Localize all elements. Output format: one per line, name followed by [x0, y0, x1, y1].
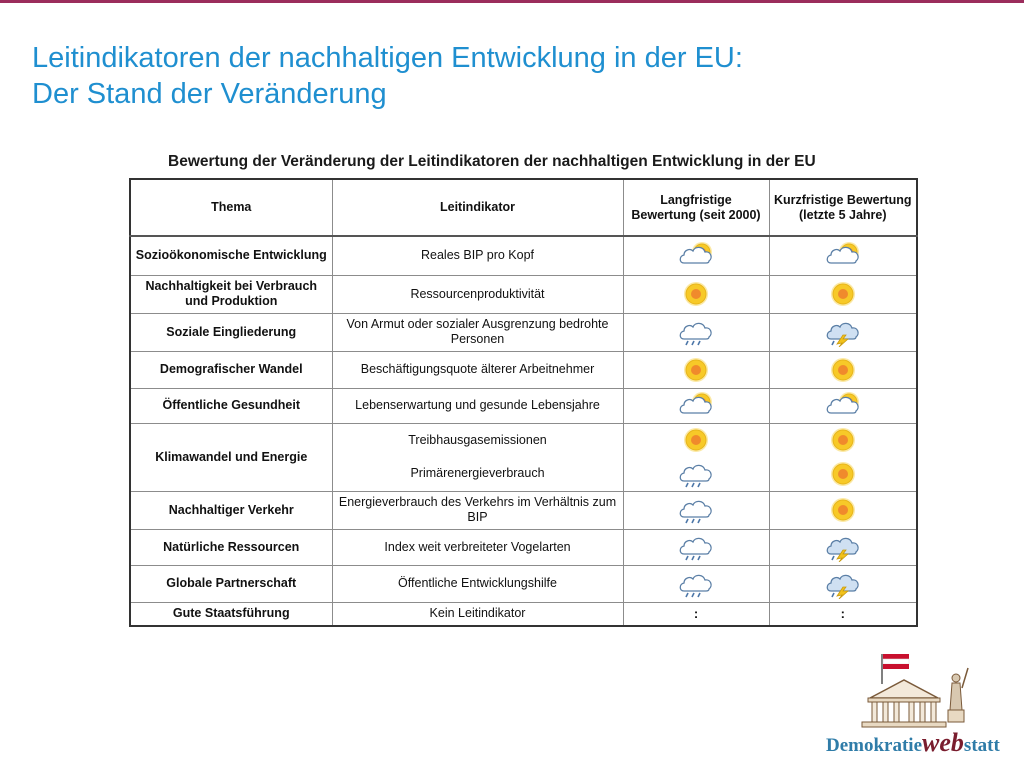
- rain-cloud-icon: [628, 495, 765, 525]
- top-accent-rule: [0, 0, 1024, 3]
- kurz-cell: [769, 423, 917, 457]
- sun-icon: [628, 355, 765, 385]
- kurz-cell: [769, 602, 917, 626]
- sun-cloud-icon: [628, 391, 765, 421]
- no-rating-mark: :: [840, 605, 845, 621]
- lang-cell: [623, 351, 769, 388]
- sun-icon: [774, 425, 913, 455]
- logo-text-after: statt: [963, 735, 1000, 756]
- sun-icon: [774, 495, 913, 525]
- thema-cell: Öffentliche Gesundheit: [130, 388, 332, 423]
- table-caption: Bewertung der Veränderung der Leitindikatoren der nachhaltigen Entwicklung in der EU: [168, 153, 816, 170]
- indikator-cell: Von Armut oder sozialer Ausgrenzung bedrohte Personen: [332, 313, 623, 351]
- thema-cell: Sozioökonomische Entwicklung: [130, 236, 332, 275]
- indikator-cell: Ressourcenproduktivität: [332, 275, 623, 313]
- storm-cloud-icon: [774, 532, 913, 562]
- lang-cell: [623, 602, 769, 626]
- header-thema: Thema: [130, 179, 332, 236]
- table-header-row: [130, 179, 917, 236]
- table-row: [130, 275, 917, 313]
- no-rating-mark: :: [693, 605, 699, 621]
- kurz-cell: [769, 529, 917, 565]
- lang-cell: [623, 565, 769, 602]
- lang-cell: [623, 236, 769, 275]
- kurz-cell: [769, 351, 917, 388]
- thema-cell: Globale Partnerschaft: [130, 565, 332, 602]
- rain-cloud-icon: [628, 569, 765, 599]
- rain-cloud-icon: [628, 459, 765, 489]
- logo-text-web: web: [922, 728, 964, 757]
- rain-cloud-icon: [628, 532, 765, 562]
- sun-icon: [774, 459, 913, 489]
- lang-cell: [623, 529, 769, 565]
- kurz-cell: [769, 457, 917, 491]
- indicator-table: [129, 178, 918, 627]
- sun-icon: [628, 279, 765, 309]
- logo-text-before: Demokratie: [826, 735, 923, 756]
- indikator-cell: Reales BIP pro Kopf: [332, 236, 623, 275]
- thema-cell: Nachhaltiger Verkehr: [130, 491, 332, 529]
- header-leitindikator: Leitindikator: [332, 179, 623, 236]
- indikator-cell: Lebenserwartung und gesunde Lebensjahre: [332, 388, 623, 423]
- lang-cell: [623, 313, 769, 351]
- sun-icon: [774, 355, 913, 385]
- thema-cell: Natürliche Ressourcen: [130, 529, 332, 565]
- table-row: [130, 491, 917, 529]
- demokratiewebstatt-logo: [822, 650, 1012, 760]
- sun-cloud-icon: [774, 241, 913, 271]
- table-row: [130, 602, 917, 626]
- sun-cloud-icon: [774, 391, 913, 421]
- indikator-cell: Energieverbrauch des Verkehrs im Verhältnis zum BIP: [332, 491, 623, 529]
- kurz-cell: [769, 388, 917, 423]
- table-row: [130, 529, 917, 565]
- thema-cell: Klimawandel und Energie: [130, 423, 332, 491]
- lang-cell: [623, 491, 769, 529]
- parliament-building-icon: [822, 650, 1012, 730]
- thema-cell: Soziale Eingliederung: [130, 313, 332, 351]
- lang-cell: [623, 423, 769, 457]
- sun-icon: [774, 279, 913, 309]
- thema-cell: Nachhaltigkeit bei Verbrauch und Produktion: [130, 275, 332, 313]
- sun-cloud-icon: [628, 241, 765, 271]
- kurz-cell: [769, 275, 917, 313]
- kurz-cell: [769, 313, 917, 351]
- indikator-cell: Kein Leitindikator: [332, 602, 623, 626]
- table-row: [130, 423, 917, 457]
- lang-cell: [623, 457, 769, 491]
- indikator-cell: Öffentliche Entwicklungshilfe: [332, 565, 623, 602]
- header-kurzfristig: Kurzfristige Bewertung (letzte 5 Jahre): [769, 179, 917, 236]
- sun-icon: [628, 425, 765, 455]
- indikator-cell: Primärenergieverbrauch: [332, 457, 623, 491]
- slide-title: [32, 40, 992, 112]
- indikator-cell: Beschäftigungsquote älterer Arbeitnehmer: [332, 351, 623, 388]
- kurz-cell: [769, 491, 917, 529]
- thema-cell: Gute Staatsführung: [130, 602, 332, 626]
- table-row: [130, 351, 917, 388]
- indikator-cell: Treibhausgasemissionen: [332, 423, 623, 457]
- logo-text: [826, 728, 1000, 758]
- table-row: [130, 236, 917, 275]
- table-row: [130, 388, 917, 423]
- storm-cloud-icon: [774, 569, 913, 599]
- indikator-cell: Index weit verbreiteter Vogelarten: [332, 529, 623, 565]
- title-line-1: Leitindikatoren der nachhaltigen Entwicklung in der EU:: [32, 42, 743, 74]
- kurz-cell: [769, 236, 917, 275]
- title-line-2: Der Stand der Veränderung: [32, 78, 387, 110]
- table-row: [130, 313, 917, 351]
- lang-cell: [623, 388, 769, 423]
- table-row: [130, 565, 917, 602]
- lang-cell: [623, 275, 769, 313]
- storm-cloud-icon: [774, 317, 913, 347]
- thema-cell: Demografischer Wandel: [130, 351, 332, 388]
- rain-cloud-icon: [628, 317, 765, 347]
- kurz-cell: [769, 565, 917, 602]
- header-langfristig: Langfristige Bewertung (seit 2000): [623, 179, 769, 236]
